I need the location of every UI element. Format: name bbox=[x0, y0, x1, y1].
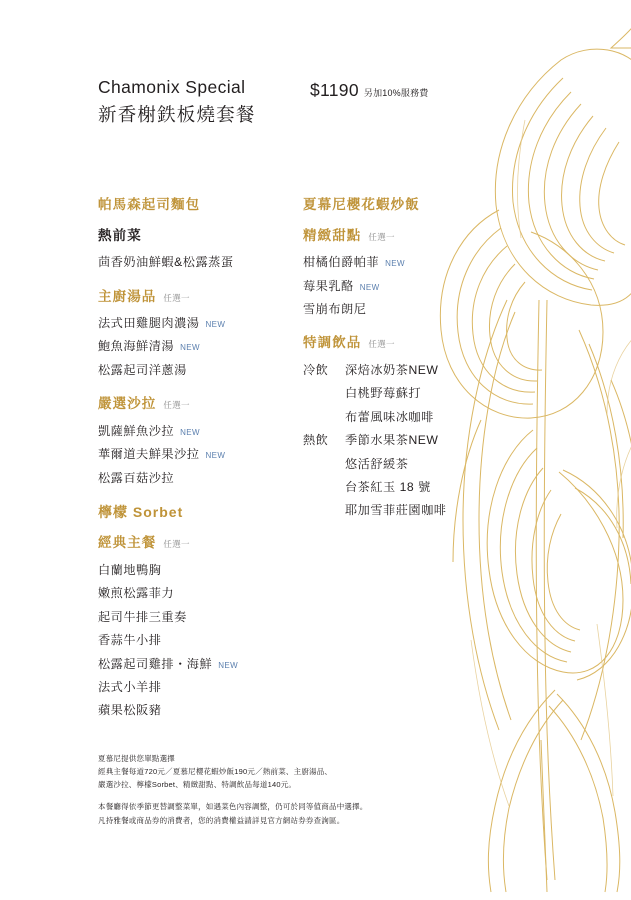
section-heading-label: 帕馬森起司麵包 bbox=[98, 197, 201, 212]
section-pick-note: 任選一 bbox=[163, 400, 190, 411]
menu-item-name: 鮑魚海鮮清湯 bbox=[98, 339, 175, 354]
section-heading-label: 檸檬 Sorbet bbox=[98, 504, 184, 521]
section-pick-note: 任選一 bbox=[368, 339, 395, 350]
section-heading-label: 經典主餐 bbox=[98, 535, 157, 551]
section-pick-note: 任選一 bbox=[368, 231, 395, 242]
footnotes bbox=[98, 752, 398, 827]
drink-group-label: 熱飲 bbox=[303, 433, 329, 448]
left-column bbox=[98, 196, 303, 736]
menu-item bbox=[98, 582, 303, 605]
section-heading-label: 夏幕尼櫻花蝦炒飯 bbox=[303, 197, 420, 212]
menu-item bbox=[98, 699, 303, 722]
menu-item-name: 法式小羊排 bbox=[98, 679, 162, 694]
new-badge: NEW bbox=[359, 282, 380, 292]
drink-group-label: 冷飲 bbox=[303, 362, 329, 377]
menu-item bbox=[98, 676, 303, 699]
section-heading-label: 熱前菜 bbox=[98, 227, 142, 243]
menu-price: $1190 bbox=[310, 80, 359, 100]
menu-item-name: 松露起司雞排・海鮮 bbox=[98, 656, 213, 671]
menu-item bbox=[98, 420, 303, 443]
drink-group-cold bbox=[303, 359, 523, 382]
footnote-note: 本餐廳得依季節更替調整菜單，如遇菜色內容調整，仍可於同等值商品中選擇。 bbox=[98, 802, 368, 812]
section-heading-label: 特調飲品 bbox=[303, 335, 362, 351]
menu-item-name: 華爾道夫鮮果沙拉 bbox=[98, 447, 200, 462]
section-heading-label: 主廚湯品 bbox=[98, 288, 157, 304]
menu-item-name: 香蒜牛小排 bbox=[98, 633, 162, 648]
section-heading bbox=[98, 196, 303, 214]
menu-item bbox=[98, 335, 303, 358]
menu-item-name: 耶加雪菲莊園咖啡 bbox=[345, 503, 447, 518]
section-soup bbox=[98, 288, 303, 383]
right-column bbox=[303, 196, 523, 536]
menu-item-name: 布蕾風味冰咖啡 bbox=[345, 409, 434, 424]
menu-item-name: 台茶紅玉 18 號 bbox=[345, 480, 431, 495]
menu-item-name: 雪崩布朗尼 bbox=[303, 301, 367, 316]
drink-group-hot bbox=[303, 429, 523, 452]
service-charge-note: 另加10%服務費 bbox=[363, 88, 429, 98]
menu-header bbox=[98, 76, 256, 128]
menu-item-name: 白桃野莓蘇打 bbox=[345, 386, 422, 401]
menu-item bbox=[98, 312, 303, 335]
footnote-spacer bbox=[98, 791, 398, 800]
new-badge: NEW bbox=[205, 451, 226, 461]
section-heading bbox=[98, 395, 303, 413]
section-salad bbox=[98, 395, 303, 490]
menu-title-en: Chamonix Special bbox=[98, 77, 246, 97]
footnote-line: 經典主餐每道720元／夏慕尼櫻花蝦炒飯190元／熱前菜、主廚湯品、 bbox=[98, 767, 333, 777]
new-badge: NEW bbox=[408, 362, 439, 377]
section-heading-label: 精緻甜點 bbox=[303, 227, 362, 243]
section-fried-rice bbox=[303, 196, 523, 214]
footnote-note: 凡持雅餐或商品券的消費者，您的消費權益請詳見官方網站券券查詢區。 bbox=[98, 815, 345, 825]
menu-item-name: 起司牛排三重奏 bbox=[98, 609, 187, 624]
menu-item bbox=[303, 382, 523, 405]
menu-item-name: 白蘭地鴨胸 bbox=[98, 562, 162, 577]
menu-item-name: 松露百菇沙拉 bbox=[98, 470, 175, 485]
menu-item-name: 深焙冰奶茶 bbox=[345, 362, 409, 377]
section-heading bbox=[98, 227, 303, 245]
menu-item bbox=[303, 406, 523, 429]
new-badge: NEW bbox=[408, 433, 439, 448]
section-dessert bbox=[303, 227, 523, 322]
menu-item bbox=[98, 606, 303, 629]
section-pick-note: 任選一 bbox=[163, 539, 190, 550]
menu-item bbox=[98, 629, 303, 652]
new-badge: NEW bbox=[180, 343, 200, 353]
price-block bbox=[310, 80, 429, 101]
menu-item bbox=[303, 251, 523, 274]
new-badge: NEW bbox=[385, 259, 405, 269]
menu-item bbox=[98, 559, 303, 582]
section-main-course bbox=[98, 534, 303, 723]
menu-item bbox=[98, 653, 303, 676]
section-heading bbox=[98, 288, 303, 306]
menu-item-name: 蘋果松阪豬 bbox=[98, 703, 162, 718]
menu-item-name: 季節水果茶 bbox=[345, 433, 409, 448]
menu-item-name: 莓果乳酪 bbox=[303, 278, 354, 293]
menu-item-name: 嫩煎松露菲力 bbox=[98, 586, 175, 601]
menu-item bbox=[98, 467, 303, 490]
menu-item-name: 松露起司洋蔥湯 bbox=[98, 362, 187, 377]
menu-item bbox=[98, 443, 303, 466]
menu-item bbox=[345, 429, 438, 452]
new-badge: NEW bbox=[205, 320, 226, 330]
menu-item bbox=[98, 359, 303, 382]
section-heading bbox=[98, 534, 303, 552]
menu-item bbox=[303, 275, 523, 298]
menu-item bbox=[303, 453, 523, 476]
section-heading bbox=[303, 196, 523, 214]
footnote-title: 夏慕尼提供您單點選擇 bbox=[98, 754, 175, 763]
section-appetizer bbox=[98, 227, 303, 275]
section-drinks bbox=[303, 334, 523, 523]
menu-item bbox=[98, 251, 303, 274]
new-badge: NEW bbox=[180, 427, 200, 437]
menu-item-name: 柑橘伯爵帕菲 bbox=[303, 255, 380, 270]
menu-item-name: 凱薩鮮魚沙拉 bbox=[98, 423, 175, 438]
section-bread bbox=[98, 196, 303, 214]
menu-item bbox=[345, 359, 438, 382]
menu-item bbox=[303, 499, 523, 522]
section-heading bbox=[98, 503, 303, 521]
menu-item bbox=[303, 298, 523, 321]
menu-item-name: 悠活舒緩茶 bbox=[345, 456, 409, 471]
menu-item bbox=[303, 476, 523, 499]
section-sorbet bbox=[98, 503, 303, 521]
section-heading-label: 嚴選沙拉 bbox=[98, 396, 157, 412]
section-pick-note: 任選一 bbox=[163, 292, 190, 303]
new-badge: NEW bbox=[218, 660, 239, 670]
menu-title-zh: 新香榭鉄板燒套餐 bbox=[98, 103, 256, 125]
menu-item-name: 茴香奶油鮮蝦&松露蒸蛋 bbox=[98, 255, 234, 270]
footnote-line: 嚴選沙拉、檸檬Sorbet、精緻甜點、特調飲品每道140元。 bbox=[98, 780, 297, 790]
menu-item-name: 法式田雞腿肉濃湯 bbox=[98, 316, 200, 331]
section-heading bbox=[303, 334, 523, 352]
section-heading bbox=[303, 227, 523, 245]
